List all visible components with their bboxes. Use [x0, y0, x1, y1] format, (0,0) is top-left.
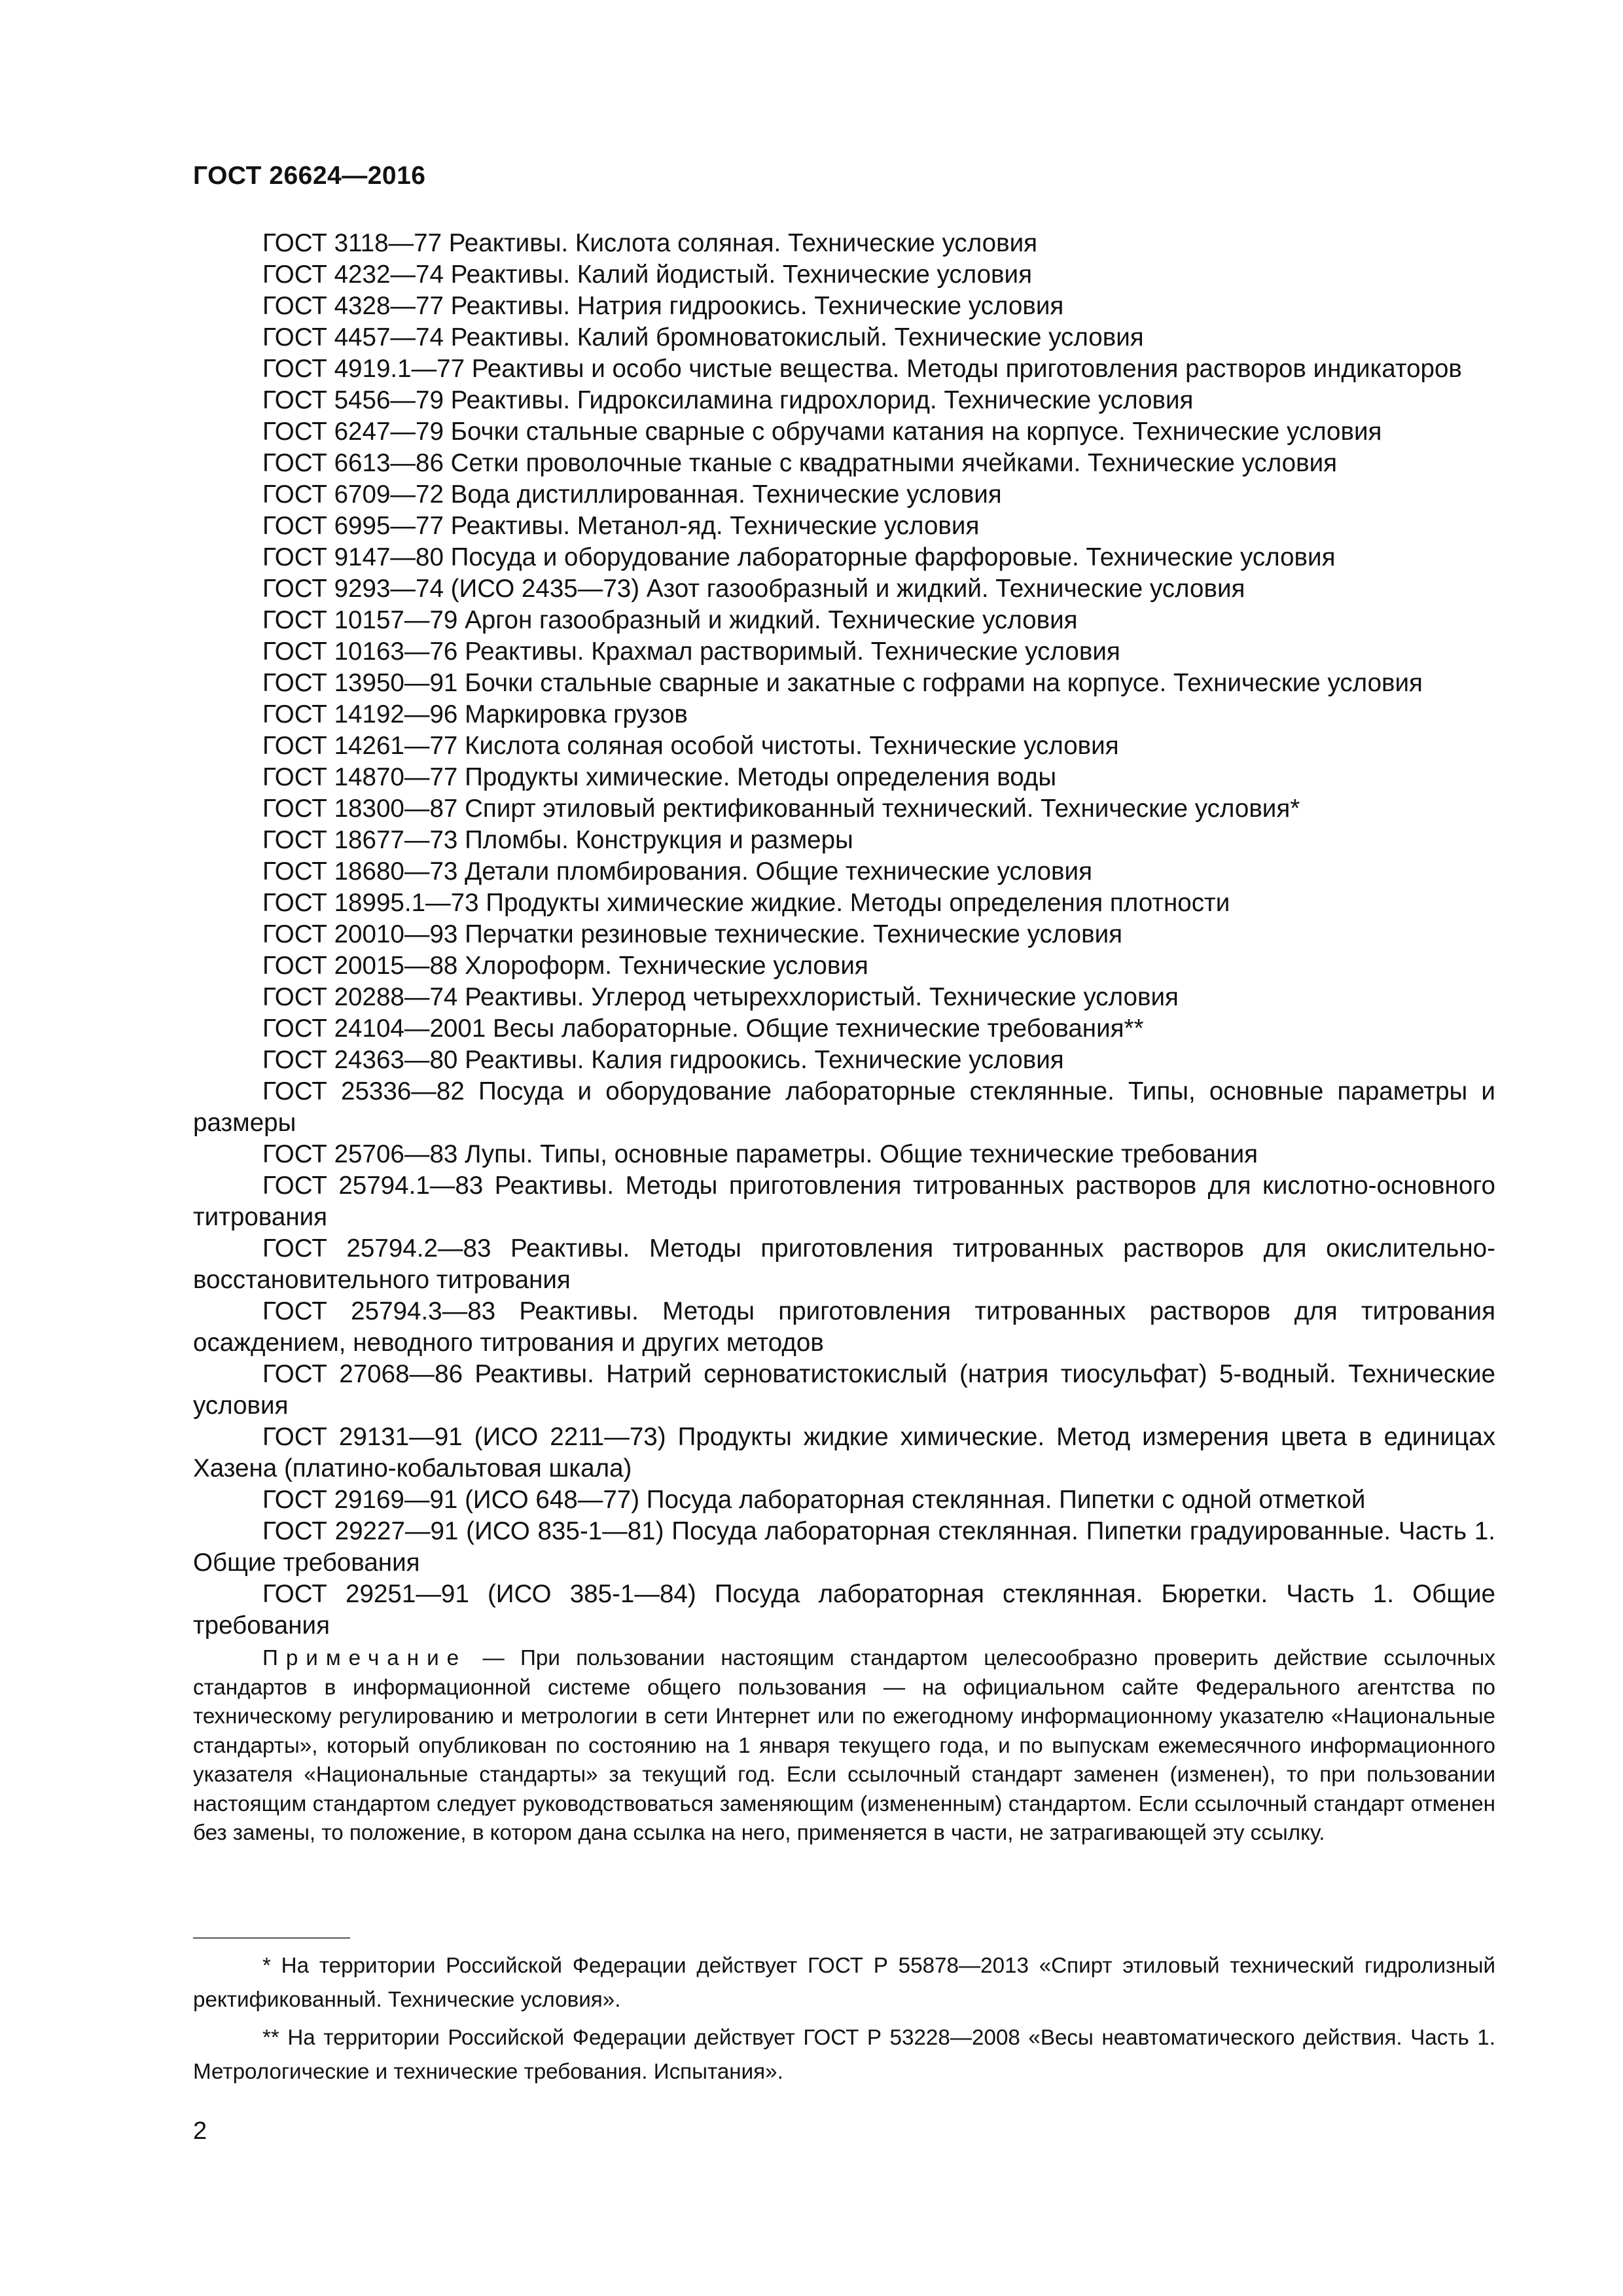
reference-item: ГОСТ 20288—74 Реактивы. Углерод четыреххлористый. Технические условия: [262, 983, 1179, 1011]
reference-item: ГОСТ 14870—77 Продукты химические. Методы определения воды: [262, 763, 1057, 791]
footnote-item: * На территории Российской Федерации действует ГОСТ Р 55878—2013 «Спирт этиловый технический гидролизный ректификованный. Технические условия».: [193, 1954, 1495, 2012]
reference-item: ГОСТ 29169—91 (ИСО 648—77) Посуда лабораторная стеклянная. Пипетки с одной отметкой: [262, 1486, 1366, 1514]
reference-item: ГОСТ 13950—91 Бочки стальные сварные и закатные с гофрами на корпусе. Технические условия: [262, 669, 1423, 697]
note-text: — При пользовании настоящим стандартом целесообразно проверить действие ссылочных стандартов в информационной системе общего пользования — на официальном сайте Федерального агентства по техническому регулированию и метрологии в сети Интернет или по ежегодному информационному указателю «Национальные стандарты», который опубликован по состоянию на 1 января текущего года, и по выпускам ежемесячного информационного указателя «Национальные стандарты» за текущий год. Если ссылочный стандарт заменен (изменен), то при пользовании настоящим стандартом следует руководствоваться заменяющим (измененным) стандартом. Если ссылочный стандарт отменен без замены, то положение, в котором дана ссылка на него, применяется в части, не затрагивающей эту ссылку.: [193, 1646, 1495, 1845]
footnotes: [193, 1949, 1495, 2093]
note-paragraph: [193, 1644, 1495, 1848]
reference-item: ГОСТ 25794.2—83 Реактивы. Методы приготовления титрованных растворов для окислительно-восстановительного титрования: [193, 1234, 1495, 1294]
reference-item: ГОСТ 25706—83 Лупы. Типы, основные параметры. Общие технические требования: [262, 1140, 1258, 1168]
reference-item: ГОСТ 6709—72 Вода дистиллированная. Технические условия: [262, 480, 1002, 509]
reference-item: ГОСТ 4457—74 Реактивы. Калий бромноватокислый. Технические условия: [262, 323, 1144, 351]
reference-item: ГОСТ 6613—86 Сетки проволочные тканые с квадратными ячейками. Технические условия: [262, 449, 1338, 477]
footnote-divider: [193, 1937, 350, 1939]
reference-item: ГОСТ 24363—80 Реактивы. Калия гидроокись. Технические условия: [262, 1046, 1064, 1074]
reference-item: ГОСТ 29131—91 (ИСО 2211—73) Продукты жидкие химические. Метод измерения цвета в единицах Хазена (платино-кобальтовая шкала): [193, 1423, 1495, 1482]
page-number: 2: [193, 2117, 207, 2145]
reference-item: ГОСТ 10163—76 Реактивы. Крахмал растворимый. Технические условия: [262, 637, 1120, 666]
reference-item: ГОСТ 29251—91 (ИСО 385-1—84) Посуда лабораторная стеклянная. Бюретки. Часть 1. Общие требования: [193, 1580, 1495, 1640]
reference-item: ГОСТ 5456—79 Реактивы. Гидроксиламина гидрохлорид. Технические условия: [262, 386, 1194, 414]
reference-item: ГОСТ 25336—82 Посуда и оборудование лабораторные стеклянные. Типы, основные параметры и размеры: [193, 1077, 1495, 1137]
reference-item: ГОСТ 18680—73 Детали пломбирования. Общие технические условия: [262, 857, 1092, 886]
reference-item: ГОСТ 9293—74 (ИСО 2435—73) Азот газообразный и жидкий. Технические условия: [262, 575, 1245, 603]
reference-item: ГОСТ 27068—86 Реактивы. Натрий серноватистокислый (натрия тиосульфат) 5-водный. Технические условия: [193, 1360, 1495, 1420]
reference-item: ГОСТ 20010—93 Перчатки резиновые технические. Технические условия: [262, 920, 1123, 948]
reference-item: ГОСТ 3118—77 Реактивы. Кислота соляная. Технические условия: [262, 229, 1038, 257]
normative-references: [193, 228, 1495, 1848]
reference-item: ГОСТ 18300—87 Спирт этиловый ректификованный технический. Технические условия*: [262, 795, 1300, 823]
reference-item: ГОСТ 4232—74 Реактивы. Калий йодистый. Технические условия: [262, 260, 1032, 289]
footnote-item: ** На территории Российской Федерации действует ГОСТ Р 53228—2008 «Весы неавтоматического действия. Часть 1. Метрологические и технические требования. Испытания».: [193, 2026, 1495, 2084]
reference-item: ГОСТ 14192—96 Маркировка грузов: [262, 700, 688, 728]
reference-item: ГОСТ 6247—79 Бочки стальные сварные с обручами катания на корпусе. Технические условия: [262, 418, 1382, 446]
reference-item: ГОСТ 6995—77 Реактивы. Метанол-яд. Технические условия: [262, 512, 980, 540]
reference-item: ГОСТ 18995.1—73 Продукты химические жидкие. Методы определения плотности: [262, 889, 1230, 917]
reference-item: ГОСТ 14261—77 Кислота соляная особой чистоты. Технические условия: [262, 732, 1119, 760]
reference-item: ГОСТ 4919.1—77 Реактивы и особо чистые вещества. Методы приготовления растворов индикаторов: [262, 355, 1462, 383]
reference-item: ГОСТ 18677—73 Пломбы. Конструкция и размеры: [262, 826, 853, 854]
page-header: ГОСТ 26624—2016: [193, 162, 426, 190]
reference-item: ГОСТ 20015—88 Хлороформ. Технические условия: [262, 952, 868, 980]
reference-item: ГОСТ 4328—77 Реактивы. Натрия гидроокись. Технические условия: [262, 292, 1064, 320]
reference-item: ГОСТ 25794.1—83 Реактивы. Методы приготовления титрованных растворов для кислотно-основного титрования: [193, 1172, 1495, 1231]
reference-item: ГОСТ 29227—91 (ИСО 835-1—81) Посуда лабораторная стеклянная. Пипетки градуированные. Часть 1. Общие требования: [193, 1517, 1495, 1577]
note-label: Примечание: [262, 1646, 467, 1670]
reference-item: ГОСТ 9147—80 Посуда и оборудование лабораторные фарфоровые. Технические условия: [262, 543, 1336, 571]
reference-item: ГОСТ 25794.3—83 Реактивы. Методы приготовления титрованных растворов для титрования осаждением, неводного титрования и других методов: [193, 1297, 1495, 1357]
reference-item: ГОСТ 10157—79 Аргон газообразный и жидкий. Технические условия: [262, 606, 1078, 634]
reference-item: ГОСТ 24104—2001 Весы лабораторные. Общие технические требования**: [262, 1014, 1144, 1043]
